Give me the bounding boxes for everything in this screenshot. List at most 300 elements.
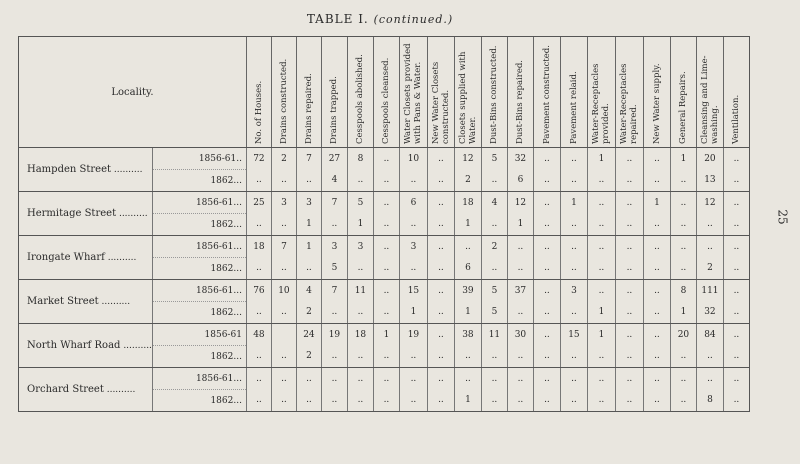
column-header	[271, 37, 296, 148]
data-cell: ..	[321, 368, 347, 390]
data-cell: 12	[507, 192, 533, 214]
table-title	[0, 12, 760, 26]
data-cell: ..	[347, 170, 373, 192]
column-header-label: Ventilation.	[731, 94, 742, 144]
data-cell: 24	[296, 324, 321, 346]
data-cell: ..	[347, 302, 373, 324]
data-cell: ..	[271, 346, 296, 368]
data-cell: ..	[373, 368, 399, 390]
data-cell: ..	[246, 258, 271, 280]
data-cell: ..	[723, 390, 749, 412]
data-cell: ..	[533, 148, 560, 170]
data-cell: ..	[615, 214, 643, 236]
data-cell: 10	[271, 280, 296, 302]
data-cell: ..	[347, 368, 373, 390]
data-cell: ..	[373, 148, 399, 170]
data-cell: ..	[643, 324, 670, 346]
data-cell: ..	[427, 258, 454, 280]
period-cell: 1862...	[152, 258, 246, 280]
data-cell: ..	[560, 390, 587, 412]
data-cell: ..	[643, 390, 670, 412]
data-cell: ..	[271, 214, 296, 236]
column-header	[587, 37, 615, 148]
data-cell: ..	[373, 390, 399, 412]
locality-cell	[19, 368, 153, 412]
header-row	[19, 37, 750, 148]
data-cell: 3	[560, 280, 587, 302]
data-cell: ..	[723, 280, 749, 302]
leader-dots: ..........	[104, 253, 137, 263]
data-cell: ..	[560, 214, 587, 236]
column-header-label: Drains repaired.	[303, 73, 314, 144]
column-header	[533, 37, 560, 148]
data-cell: ..	[271, 390, 296, 412]
column-header-label: Pavement relaid.	[568, 71, 579, 144]
data-cell: 72	[246, 148, 271, 170]
data-cell: ..	[643, 214, 670, 236]
data-cell: ..	[427, 368, 454, 390]
data-cell: 20	[670, 324, 696, 346]
data-cell: ..	[271, 302, 296, 324]
column-header	[373, 37, 399, 148]
data-cell: 84	[696, 324, 723, 346]
data-cell: ..	[615, 258, 643, 280]
column-header-label: Closets supplied with Water.	[457, 51, 478, 144]
data-cell: ..	[696, 368, 723, 390]
table-row	[19, 280, 750, 302]
data-cell: 18	[347, 324, 373, 346]
data-cell: 1	[454, 214, 481, 236]
data-cell: ..	[427, 324, 454, 346]
locality-cell	[19, 148, 153, 192]
data-cell: ..	[454, 236, 481, 258]
column-header-label: Drains constructed.	[278, 58, 289, 144]
data-cell: ..	[533, 192, 560, 214]
data-cell: ..	[481, 346, 507, 368]
data-cell: ..	[296, 170, 321, 192]
data-cell: 76	[246, 280, 271, 302]
data-cell: ..	[560, 368, 587, 390]
data-cell: 48	[246, 324, 271, 346]
data-cell: ..	[533, 170, 560, 192]
data-cell: ..	[427, 148, 454, 170]
data-cell: 6	[454, 258, 481, 280]
data-cell: ..	[481, 214, 507, 236]
data-cell: 1	[296, 214, 321, 236]
data-cell: ..	[723, 148, 749, 170]
data-cell: 5	[481, 148, 507, 170]
table-row	[19, 148, 750, 170]
data-cell: ..	[587, 258, 615, 280]
column-header-label: No. of Houses.	[253, 80, 264, 144]
period-cell: 1856-61...	[152, 280, 246, 302]
data-cell: 11	[481, 324, 507, 346]
data-cell: ..	[373, 236, 399, 258]
period-cell: 1856-61	[152, 324, 246, 346]
leader-dots: ..........	[103, 385, 136, 395]
data-cell: 1	[587, 148, 615, 170]
data-cell: ..	[560, 258, 587, 280]
data-cell: 7	[321, 192, 347, 214]
data-cell: ..	[723, 346, 749, 368]
data-cell: 7	[271, 236, 296, 258]
data-cell: 38	[454, 324, 481, 346]
data-cell: 15	[399, 280, 427, 302]
data-cell: ..	[615, 324, 643, 346]
column-header	[246, 37, 271, 148]
period-cell: 1856-61...	[152, 236, 246, 258]
data-cell: ..	[723, 324, 749, 346]
data-cell: 25	[246, 192, 271, 214]
locality-name: North Wharf Road	[27, 340, 121, 351]
period-cell: 1856-61...	[152, 368, 246, 390]
data-cell: ..	[587, 214, 615, 236]
data-cell: ..	[373, 346, 399, 368]
data-cell: ..	[587, 236, 615, 258]
table-row	[19, 324, 750, 346]
data-cell: ..	[643, 302, 670, 324]
leader-dots: ..........	[98, 297, 131, 307]
data-cell: 32	[696, 302, 723, 324]
locality-name: Orchard Street	[27, 384, 104, 395]
data-cell: ..	[560, 236, 587, 258]
data-cell: ..	[427, 346, 454, 368]
data-cell: ..	[643, 236, 670, 258]
data-cell: 39	[454, 280, 481, 302]
data-cell: ..	[321, 390, 347, 412]
data-cell: 3	[399, 236, 427, 258]
column-header-label: Water Closets provided with Pans & Water.	[403, 43, 424, 144]
column-header-label: New Water supply.	[651, 63, 662, 144]
data-cell: ..	[246, 214, 271, 236]
data-cell: 7	[321, 280, 347, 302]
data-cell: ..	[347, 390, 373, 412]
data-cell: ..	[427, 214, 454, 236]
data-cell: ..	[670, 390, 696, 412]
table-title-suffix: (continued.)	[373, 13, 454, 26]
data-cell: 4	[321, 170, 347, 192]
data-cell: ..	[246, 390, 271, 412]
data-cell: ..	[347, 346, 373, 368]
data-cell: ..	[560, 346, 587, 368]
data-cell: ..	[427, 236, 454, 258]
column-header	[507, 37, 533, 148]
locality-cell	[19, 192, 153, 236]
data-cell: 3	[347, 236, 373, 258]
data-cell: 1	[454, 302, 481, 324]
locality-header: Locality.	[19, 37, 247, 148]
data-cell: ..	[587, 192, 615, 214]
data-cell: 7	[296, 148, 321, 170]
data-cell: ..	[643, 280, 670, 302]
column-header	[399, 37, 427, 148]
data-cell: ..	[399, 214, 427, 236]
data-cell: 1	[454, 390, 481, 412]
data-cell: ..	[670, 346, 696, 368]
data-cell: 15	[560, 324, 587, 346]
data-cell: 8	[670, 280, 696, 302]
data-cell: ..	[507, 258, 533, 280]
data-cell: 20	[696, 148, 723, 170]
column-header-label: New Water Closets constructed.	[430, 61, 451, 144]
data-cell: 1	[347, 214, 373, 236]
period-cell: 1856-61..	[152, 148, 246, 170]
data-cell: 4	[296, 280, 321, 302]
data-cell: ..	[246, 170, 271, 192]
data-cell: ..	[723, 302, 749, 324]
data-cell: ..	[481, 258, 507, 280]
column-header	[670, 37, 696, 148]
data-cell: 5	[481, 302, 507, 324]
column-header	[321, 37, 347, 148]
data-cell: ..	[615, 302, 643, 324]
column-header-label: Dust-Bins constructed.	[489, 45, 500, 144]
data-cell: ..	[696, 214, 723, 236]
locality-name: Hampden Street	[27, 164, 112, 175]
data-cell: ..	[696, 346, 723, 368]
data-cell: ..	[533, 346, 560, 368]
data-cell: 6	[399, 192, 427, 214]
data-cell: ..	[296, 390, 321, 412]
column-header	[454, 37, 481, 148]
column-header-label: Water-Receptacles repaired.	[619, 63, 640, 144]
table-row	[19, 192, 750, 214]
column-header	[696, 37, 723, 148]
data-cell: 19	[321, 324, 347, 346]
column-header-label: Water-Receptacles provided.	[591, 63, 612, 144]
data-cell: ..	[246, 302, 271, 324]
data-cell: ..	[373, 192, 399, 214]
data-cell: 11	[347, 280, 373, 302]
data-cell: 12	[696, 192, 723, 214]
column-header-label: General Repairs.	[678, 71, 689, 144]
data-cell: ..	[533, 324, 560, 346]
data-cell: 3	[321, 236, 347, 258]
data-cell: ..	[643, 368, 670, 390]
data-cell: 8	[347, 148, 373, 170]
data-cell: ..	[373, 280, 399, 302]
data-cell: ..	[587, 280, 615, 302]
data-cell: ..	[507, 302, 533, 324]
data-cell: ..	[399, 170, 427, 192]
data-cell: ..	[723, 236, 749, 258]
data-cell: 37	[507, 280, 533, 302]
data-cell: 2	[271, 148, 296, 170]
period-cell: 1862...	[152, 170, 246, 192]
data-cell: ..	[643, 170, 670, 192]
data-cell: 111	[696, 280, 723, 302]
data-cell: ..	[246, 346, 271, 368]
data-cell: 6	[507, 170, 533, 192]
table-body	[19, 148, 750, 412]
data-cell: ..	[399, 258, 427, 280]
data-cell: ..	[670, 368, 696, 390]
data-cell: ..	[533, 280, 560, 302]
table-title-text: TABLE I.	[306, 12, 369, 26]
data-cell: ..	[507, 236, 533, 258]
data-cell: 13	[696, 170, 723, 192]
table-row	[19, 236, 750, 258]
column-header-label: Drains trapped.	[329, 76, 340, 144]
leader-dots: ..........	[111, 165, 143, 175]
data-cell: ..	[321, 214, 347, 236]
data-cell: ..	[587, 368, 615, 390]
data-cell: 1	[507, 214, 533, 236]
column-header	[643, 37, 670, 148]
data-cell: ..	[615, 368, 643, 390]
data-cell: ..	[427, 280, 454, 302]
data-cell: 18	[246, 236, 271, 258]
data-cell: ..	[296, 368, 321, 390]
data-cell: ..	[399, 368, 427, 390]
data-cell: ..	[615, 346, 643, 368]
data-cell: ..	[533, 214, 560, 236]
data-cell: ..	[533, 236, 560, 258]
data-cell	[271, 324, 296, 346]
column-header	[481, 37, 507, 148]
data-cell: 2	[481, 236, 507, 258]
column-header-label: Cleansing and Lime-washing.	[699, 55, 720, 144]
data-cell: 30	[507, 324, 533, 346]
data-cell: ..	[373, 170, 399, 192]
data-cell: 1	[587, 302, 615, 324]
period-cell: 1862...	[152, 302, 246, 324]
locality-name: Irongate Wharf	[27, 252, 105, 263]
data-cell: ..	[587, 170, 615, 192]
column-header	[723, 37, 749, 148]
data-cell: ..	[670, 170, 696, 192]
data-cell: ..	[427, 390, 454, 412]
locality-name: Hermitage Street	[27, 208, 117, 219]
data-cell: ..	[373, 258, 399, 280]
data-cell: ..	[723, 214, 749, 236]
data-cell: 10	[399, 148, 427, 170]
data-cell: 3	[271, 192, 296, 214]
data-cell: ..	[615, 170, 643, 192]
data-cell: ..	[507, 390, 533, 412]
period-cell: 1862...	[152, 214, 246, 236]
data-cell: ..	[533, 368, 560, 390]
data-cell: 3	[296, 192, 321, 214]
data-cell: ..	[271, 170, 296, 192]
table-row	[19, 368, 750, 390]
data-cell: ..	[246, 368, 271, 390]
data-cell: ..	[507, 346, 533, 368]
data-cell: 5	[321, 258, 347, 280]
column-header	[615, 37, 643, 148]
data-cell: 2	[454, 170, 481, 192]
data-cell: 2	[296, 346, 321, 368]
data-cell: ..	[670, 214, 696, 236]
locality-name: Market Street	[27, 296, 99, 307]
data-cell: ..	[507, 368, 533, 390]
data-cell: ..	[670, 192, 696, 214]
data-cell: 32	[507, 148, 533, 170]
locality-cell	[19, 236, 153, 280]
page-number: 25	[775, 209, 790, 225]
data-cell: ..	[723, 368, 749, 390]
data-cell: 19	[399, 324, 427, 346]
leader-dots: ..........	[116, 209, 148, 219]
data-cell: 1	[373, 324, 399, 346]
data-cell: ..	[560, 170, 587, 192]
data-cell: ..	[615, 148, 643, 170]
data-cell: 5	[347, 192, 373, 214]
column-header	[560, 37, 587, 148]
column-header-label: Dust-Bins repaired.	[515, 60, 526, 144]
column-header	[347, 37, 373, 148]
data-cell: ..	[271, 368, 296, 390]
data-cell: ..	[723, 170, 749, 192]
data-cell: ..	[587, 346, 615, 368]
data-cell: ..	[615, 280, 643, 302]
column-header-label: Cesspools abolished.	[355, 54, 366, 144]
data-cell: ..	[643, 346, 670, 368]
data-cell: ..	[670, 258, 696, 280]
data-cell: 5	[481, 280, 507, 302]
data-cell: ..	[560, 302, 587, 324]
data-cell: ..	[615, 236, 643, 258]
data-cell: ..	[723, 192, 749, 214]
data-cell: ..	[723, 258, 749, 280]
period-cell: 1856-61...	[152, 192, 246, 214]
column-header-label: Cesspools cleansed.	[381, 57, 392, 144]
data-cell: 8	[696, 390, 723, 412]
data-cell: ..	[454, 346, 481, 368]
data-cell: 27	[321, 148, 347, 170]
data-cell: ..	[533, 302, 560, 324]
data-cell: ..	[427, 170, 454, 192]
locality-cell	[19, 280, 153, 324]
data-cell: ..	[399, 390, 427, 412]
sanitary-works-table	[18, 36, 750, 412]
period-cell: 1862...	[152, 390, 246, 412]
data-cell: ..	[533, 390, 560, 412]
data-cell: ..	[373, 214, 399, 236]
data-cell: ..	[296, 258, 321, 280]
column-header	[427, 37, 454, 148]
column-header	[296, 37, 321, 148]
data-cell: 1	[560, 192, 587, 214]
data-cell: ..	[533, 258, 560, 280]
data-cell: ..	[373, 302, 399, 324]
data-cell: ..	[643, 258, 670, 280]
data-cell: ..	[560, 148, 587, 170]
data-cell: 1	[643, 192, 670, 214]
data-cell: ..	[399, 346, 427, 368]
column-header-label: Pavement constructed.	[541, 45, 552, 144]
data-cell: ..	[481, 390, 507, 412]
data-cell: ..	[454, 368, 481, 390]
data-cell: 1	[296, 236, 321, 258]
data-cell: 2	[696, 258, 723, 280]
data-cell: ..	[615, 390, 643, 412]
data-cell: 18	[454, 192, 481, 214]
data-cell: 12	[454, 148, 481, 170]
data-cell: 2	[296, 302, 321, 324]
data-cell: ..	[643, 148, 670, 170]
data-cell: ..	[321, 346, 347, 368]
data-cell: ..	[615, 192, 643, 214]
data-cell: ..	[670, 236, 696, 258]
data-cell: 1	[670, 148, 696, 170]
data-cell: ..	[696, 236, 723, 258]
data-cell: ..	[481, 170, 507, 192]
data-cell: ..	[587, 390, 615, 412]
leader-dots: ..........	[120, 341, 152, 351]
data-cell: 1	[670, 302, 696, 324]
data-cell: 4	[481, 192, 507, 214]
